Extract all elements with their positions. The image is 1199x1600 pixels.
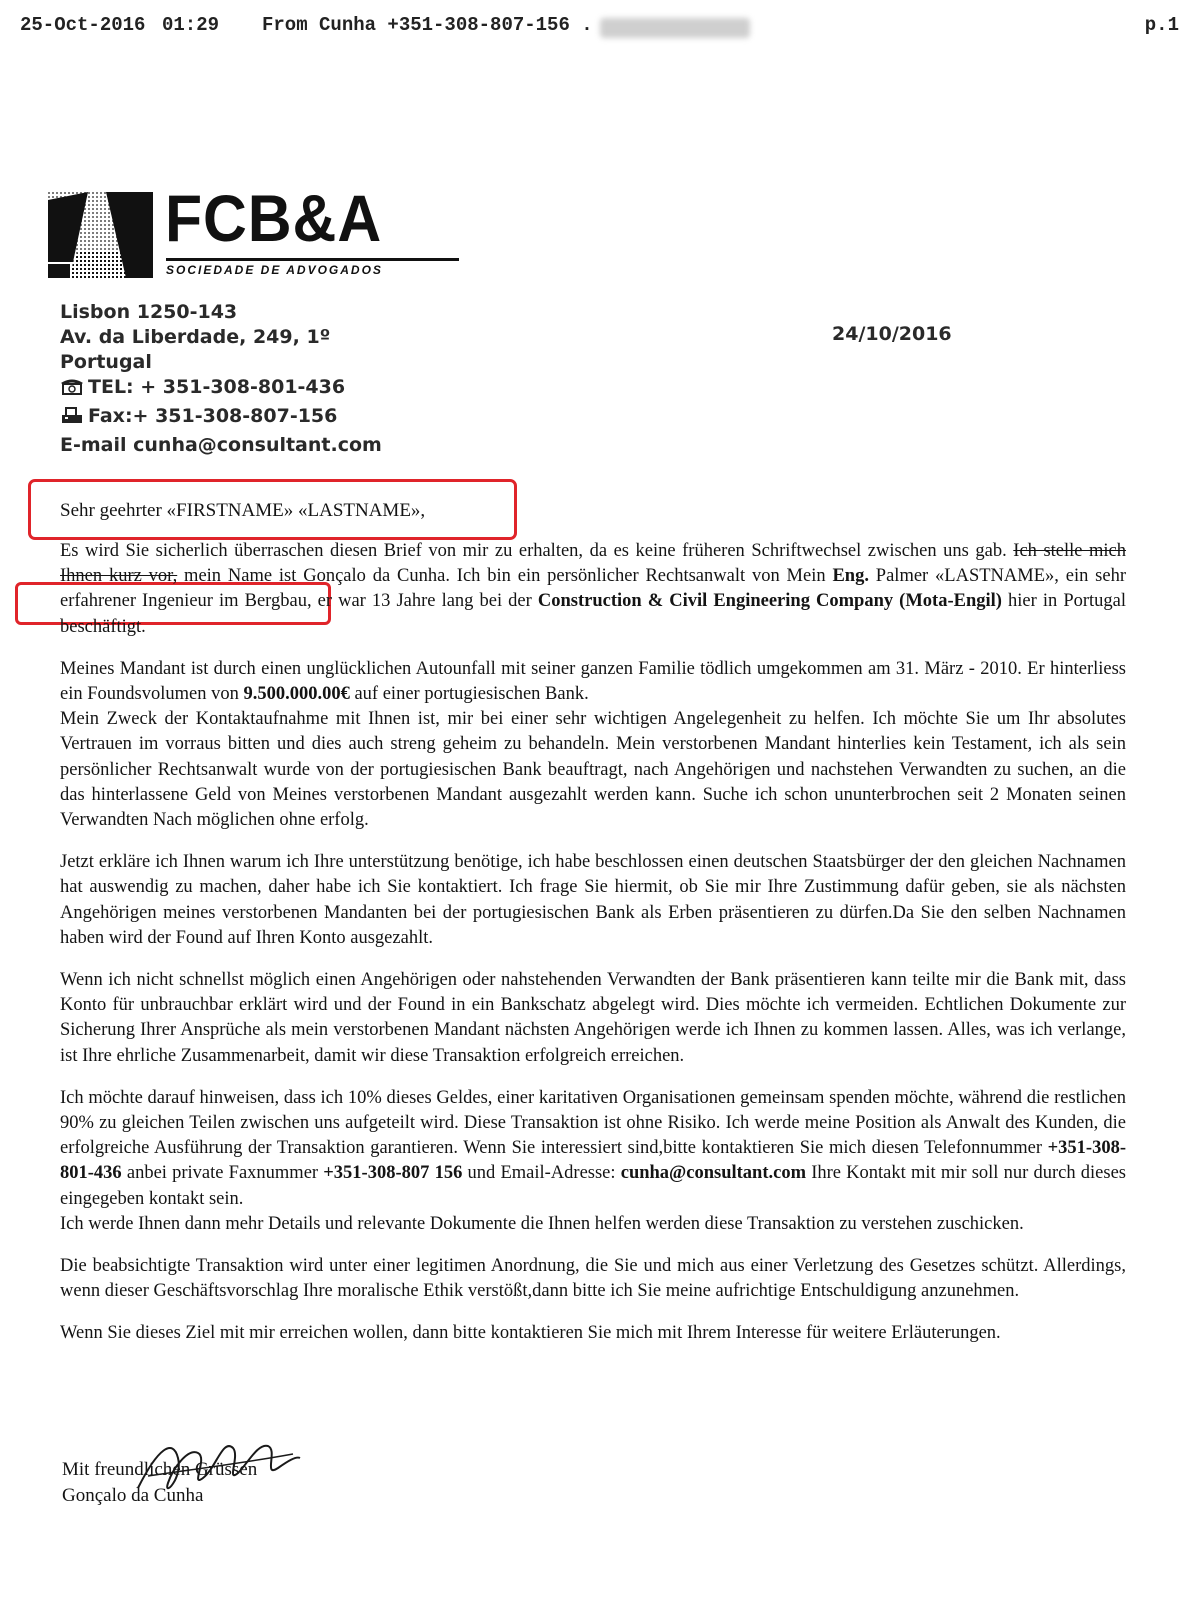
fax-machine-icon bbox=[60, 406, 84, 424]
p5-text-c: und Email-Adresse: bbox=[462, 1163, 621, 1184]
sender-street: Av. da Liberdade, 249, 1º bbox=[60, 326, 331, 348]
fax-header bbox=[20, 14, 1179, 44]
sender-tel: TEL: + 351-308-801-436 bbox=[88, 376, 346, 398]
paragraph-7: Wenn Sie dieses Ziel mit mir erreichen wollen, dann bitte kontaktieren Sie mich mit Ihrem Interesse für weitere Erläuterungen. bbox=[60, 1323, 1001, 1344]
paragraph-2 bbox=[60, 657, 1126, 833]
p1-company: Construction & Civil Engineering Company (Mota-Engil) bbox=[537, 591, 1002, 612]
sender-fax-line bbox=[60, 404, 382, 433]
fax-date: 25-Oct-2016 bbox=[20, 14, 146, 36]
firm-logo-mark-icon bbox=[48, 192, 153, 278]
paragraph-5 bbox=[60, 1086, 1126, 1237]
p5-phone: +351-308-801-436 bbox=[60, 1138, 1126, 1184]
fax-from: From Cunha +351-308-807-156 . bbox=[262, 14, 593, 36]
redacted-recipient bbox=[600, 18, 750, 38]
paragraph-4: Wenn ich nicht schnellst möglich einen Angehörigen oder nahstehenden Verwandten der Bank präsentieren kann teilte mir die Bank mit, dass Konto für unbrauchbar erklärt wird und der Found in ein Bankschatz abgelegt wird. Dies möchte ich vermeiden. Echtlichen Dokumente zur Sicherung Ihrer Ansprüche als mein verstorbenen Mandant nächsten Angehörigen werde ich Ihnen zu kommen lassen. Alles, was ich verlange, ist Ihre ehrliche Zusammenarbeit, damit wir diese Transaktion erfolgreich erreichen. bbox=[60, 970, 1126, 1066]
paragraph-3: Jetzt erkläre ich Ihnen warum ich Ihre unterstützung benötige, ich habe beschlossen einen deutschen Staatsbürger der den gleichen Nachnamen hat auswendig zu machen, daher habe ich Sie kontaktiert. Ich frage Sie hiermit, ob Sie mir Ihre Zustimmung dafür geben, sie als nächsten Angehörigen meines verstorbenen Mandanten bei der portugiesischen Bank als Erben präsentieren zu dürfen.Da Sie den selben Nachnamen haben wird der Found auf Ihren Konto ausgezahlt. bbox=[60, 852, 1126, 948]
sender-tel-line bbox=[60, 375, 382, 404]
p2-amount: 9.500.000.00€ bbox=[243, 684, 350, 705]
p1-text-b: mein Name ist Gonçalo da Cunha. Ich bin ein persönlicher Rechtsanwalt von Mein bbox=[177, 566, 833, 587]
p5-text-e: Ich werde Ihnen dann mehr Details und relevante Dokumente die Ihnen helfen werden diese Transaktion zu verstehen zuschicken. bbox=[60, 1213, 1024, 1234]
p1-text-a: Es wird Sie sicherlich überraschen diesen Brief von mir zu erhalten, da es keine früheren Schriftwechsel zwischen uns gab. bbox=[60, 541, 1007, 561]
p5-text-d: Ihre Kontakt mit mir soll nur durch dieses eingegeben kontakt sein. bbox=[60, 1163, 1127, 1209]
sender-email: E-mail cunha@consultant.com bbox=[60, 434, 382, 456]
sender-city: Lisbon 1250-143 bbox=[60, 301, 238, 323]
telephone-icon bbox=[60, 377, 84, 395]
p5-text-a: Ich möchte darauf hinweisen, dass ich 10% dieses Geldes, einer karitativen Organisationen gemeinsam spenden möchte, während die restlichen 90% zu gleichen Teilen zwischen uns aufgeteilt wird. Diese Transaktion ist ohne Risiko. Ich werde meine Position als Anwalt des Kunden, die erfolgreiche Ausführung der Transaktion garantieren. Wenn Sie interessiert sind,bitte kontaktieren Sie mich diesen Telefonnummer bbox=[60, 1087, 1126, 1159]
letter-body bbox=[60, 539, 1126, 1364]
p2-text-a: Meines Mandant ist durch einen unglücklichen Autounfall mit seiner ganzen Familie tödlich umgekommen am 31. März - 2010. Er hinterliess ein Foundsvolumen von bbox=[60, 658, 1126, 705]
letter-date: 24/10/2016 bbox=[832, 323, 952, 345]
handwritten-signature-icon bbox=[128, 1428, 303, 1518]
p1-text-d: hier in Portugal beschäftigt. bbox=[60, 591, 1127, 637]
closing-greeting: Mit freundlichen Grüssen bbox=[62, 1459, 258, 1480]
firm-logo bbox=[48, 181, 428, 283]
fax-page-number: p.1 bbox=[1144, 14, 1179, 36]
p1-eng-title: Eng. bbox=[832, 566, 869, 587]
paragraph-1 bbox=[60, 539, 1126, 640]
p5-text-b: anbei private Faxnummer bbox=[121, 1163, 324, 1184]
p1-text-c: Palmer «LASTNAME», ein sehr erfahrener Ingenieur im Bergbau, er war 13 Jahre lang bei der bbox=[60, 566, 1126, 612]
p5-email: cunha@consultant.com bbox=[620, 1163, 807, 1184]
p2-text-c: Mein Zweck der Kontaktaufnahme mit Ihnen ist, mir bei einer sehr wichtigen Angelegenheit zu helfen. Ich möchte Sie um Ihr absolutes Vertrauen im vorraus bitten und dies auch streng geheim zu behandeln. Mein verstorbenen Mandant hinterlies kein Testament, ich als sein persönlicher Rechtsanwalt wurde von der portugiesischen Bank beauftragt, nach Angehörigen und nachstehen Verwandten zu suchen, an die das hinterlassene Geld von Meines verstorbenen Mandant ausgezahlt werden kann. Suche ich schon ununterbrochen seit 2 Monaten seinen Verwandten Nach möglichen ohne erfolg. bbox=[60, 709, 1126, 831]
firm-name: FCB&A bbox=[165, 181, 383, 255]
firm-subtitle: SOCIEDADE DE ADVOGADOS bbox=[166, 258, 459, 277]
closing-name: Gonçalo da Cunha bbox=[62, 1485, 204, 1506]
salutation: Sehr geehrter «FIRSTNAME» «LASTNAME», bbox=[60, 500, 426, 521]
fax-time: 01:29 bbox=[162, 14, 220, 36]
sender-address bbox=[60, 300, 382, 458]
sender-fax: Fax:+ 351-308-807-156 bbox=[88, 405, 338, 427]
paragraph-6: Die beabsichtigte Transaktion wird unter einer legitimen Anordnung, die Sie und mich aus einer Verletzung des Gesetzes schützt. Allerdings, wenn dieser Geschäftsvorschlag Ihre moralische Ethik verstößt,dann bitte ich Sie meine aufrichtige Entschuldigung anzunehmen. bbox=[60, 1256, 1126, 1302]
p1-strikethrough: Ich stelle mich Ihnen kurz vor, bbox=[60, 541, 1127, 587]
p5-fax: +351-308-807 156 bbox=[323, 1163, 463, 1184]
p2-text-b: auf einer portugiesischen Bank. bbox=[349, 684, 589, 705]
sender-country: Portugal bbox=[60, 351, 152, 373]
